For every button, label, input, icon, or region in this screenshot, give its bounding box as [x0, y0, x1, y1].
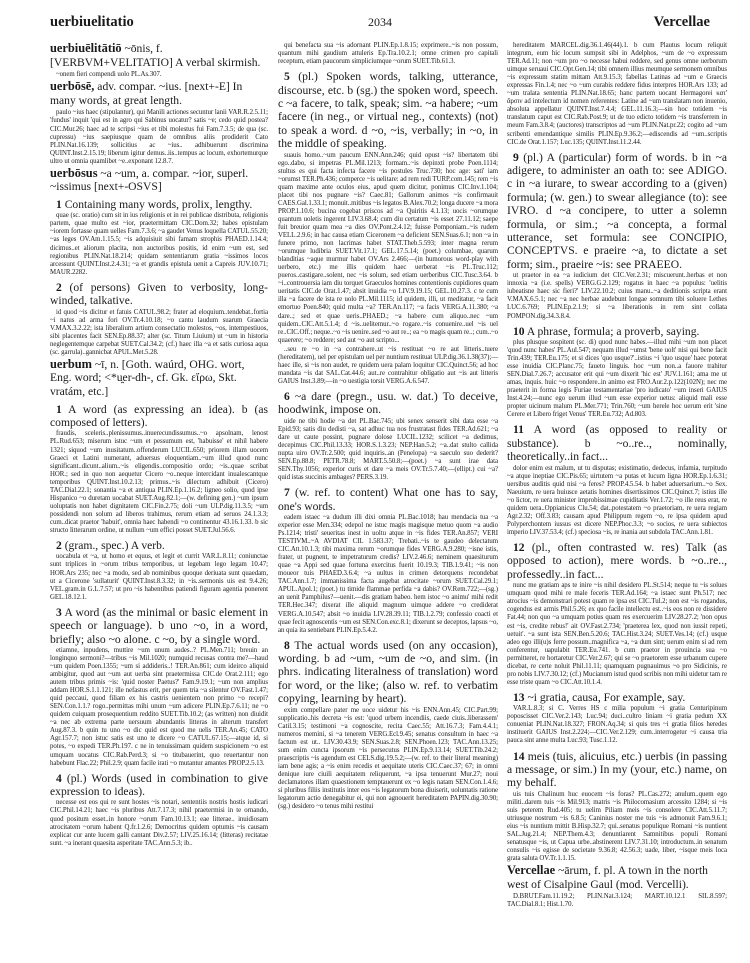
sense-text: (pl.) A (particular) form of words. b in ~a adigere, to administer an oath to: see ADIGO. c in ~a iurare, to swear according to a (given) formula; (w. gen.) to swear allegiance (to): see IVRO. d ~a concipere, to utter a solemn formula, or sim.; ~a concepta, a formal utterance, set formula: see CONCIPIO, CONCEPTVS. e praeire ~a, to dictate a set form; sim., praeire ~is: see PRAEEO. — [507, 150, 727, 271]
sense-number: 5 — [284, 70, 290, 84]
citation-block: suauis homo..~um paucum ENN.Ann.246; quid opust ~is? libertatem tibi ego..dabo, si impetras PL.Mil.1213; formam..~is depinxti probe Poen.1114; stultus es qui facta infecta facere ~is postules Truc.730; hoc age: sati' iam ~orumst TER.Ph.436; comperce ~is uelitare: ad rem redi TURP.com.145; rem ~is quam maxime ante oculos eius, apud quem dicitur, ponimus CIC.Inv.1.104; placet tibi nos pugnare ~is? Caec.81; Gallorum animos ~is confirmauit CAES.Gal.1.33.1; monuit..mitibus ~is legatos B.Alex.70.2; longa ducere ~a mora PROP.1.10.6; bucina cogebat priscos ad ~a Quiritis 4.1.13; uocis ~orumque quantum uoletis ingerent LIV.3.68.4; cum diu certatum ~is esset 27.11.12; saepe fuit breuior quam mea ~a dies OV.Pont.2.4.12; fuisse Pomponiam..~is rudem VELL.2.9.6; in hac causa etiam Ciceronem ~a deficient SEN.Suas.6.1; non ~a in funere primo, non lacrimas habet STAT.Theb.5.593; inter magna rerum ~orumque ludibria SUET.Vit.17.1; GEL.17.5.14; (poet.) columbae, quarum blanditias ~aque murmur habet OV.Ars 2.466;—(in humorous word-play with uerbero, etc.) me illis quidem haec uerberat ~is PL.Truc.112; pueros..castigare..solent, nec ~is solum, sed etiam uerberibus CIC.Tusc.3.64. b ~i..controuersia iam diu torquet Graeculos homines contentionis cupidiores quam ueritatis CIC.de Orat.1.47; absit inuidia ~o LIV.9.19.15; GEL.10.27.3. c te cum illa ~a facere de ista re uolo PL.Mil.1115; id quidem, illi, ut meditatur, ~a facit emortuo Poen.840; quid multa ~a? TER.An.117; ~a facis VERG.A.11.380; ~a dare..; sed et quae ueris..PHAED.; ~a habere cum aliquo..nec ~um quidem..CIC.Att.5.1.4; d ~is..uelitemur..~o rogare..~is conuenire..uel ~is uel re..CIC.Off.; neque..~o ~is uenire..sed ~o aut re..; ea ~o magis quam re..; cum..~o quaerere; ~o reddere; sed aut ~o aut scripto... — [278, 151, 499, 344]
sense-text: Containing many words, prolix, lengthy. — [61, 197, 253, 211]
running-head — [50, 14, 710, 32]
citation-block: exim compellare pater me uoce uidetur his ~is ENN.Ann.45; CIC.Part.99; supplicatio..his decreta ~is est: 'quod urbem incendiis, caede ciuis..liberassem' Catil.3.15; testimoni ~a cognoscite, recita Caec.55; Att.16.7.3; Fam.4.4.1; numeros memini, si ~a tenerem VERG.Ecl.9.45; senatus consultum in haec ~a factum est ut.. LIV.30.43.9; SEN.Suas.2.8; SEN.Phoen.123; TAC.Ann.13.25; sum enim cuncta ipsorum ~is persecutus PLIN.Ep.9.13.14; SUET.Tib.24.2; praescriptis ~is agendum est CELS.dig.19.5.2;—(w. ref. to their literal meaning) iam bene agis; a ~is enim recedis et aequitate uteris CIC.Caec.37; 67; in omni denique iure ciuili aequitatem reliquerunt, ~a ipsa tenuerunt Mur.27; noui declamatores illam quaestionem temptauerunt ex ~o legis natam SEN.Con.1.4.6; si pluribus filiis institutis inter eos ~is legatorum bona diuiserit, uoluntatis ratione legatorum actio denegabitur ei, qui non agnouerit hereditatem PAPIN.dig.30.90; (sg.) desidero ~o tenus mihi restitui — [278, 706, 498, 811]
citation-block: ..seu re ~o in ~a contrahere..ut ~is restituat ~o re aut litteris..tuere (hereditatem), uel per epistulam uel per nuntium restituat ULP.dig.36.1.38(37);—haec ille, si ~is non audet, re quidem uera palam loquitur CIC.Quinct.56; ad hoc mandata ~is dat SAL.Cat.44.6; aut..re contrahitur obligatio aut ~is aut litteris GAIUS Inst.3.89;—in ~o uestigia torsit VERG.A.6.547. — [278, 345, 498, 385]
sense-number: 14 — [513, 749, 525, 763]
entry-headword-line — [50, 42, 268, 69]
sense-definition — [50, 198, 268, 211]
citation-block: ut praetor in ea ~a iudicium det CIC.Ver.2.31; miscuerunt..herbas et non innoxia ~a (i.e. spells) VERG.G.2.129; rogatus in haec ~a populus: 'uelitis iubeatisne haec sic fieri?' LIV.22.10.2; cuius manu..~a deditionis scripta erant V.MAX.6.5.1; nec ~a nec herbae audebunt longae somnum tibi soluere Lethes LUC.6.769; PLIN.Ep.2.1.9; si ~a liberationis in rem sint collata POMPON.dig.34.3.8.4. — [507, 272, 727, 320]
sense-text: ~i gratia, causa, For example, say. — [524, 690, 686, 704]
sense-number: 7 — [284, 486, 290, 500]
sense-definition — [278, 639, 498, 706]
sense-text: (of persons) Given to verbosity, long-winded, talkative. — [50, 280, 268, 308]
sense-definition — [507, 691, 727, 704]
sense-definition — [50, 281, 268, 308]
sense-text: (gram., spec.) A verb. — [61, 539, 165, 553]
sense-definition — [278, 486, 498, 513]
citation-block: uide ne tibi hodie ~a det PL.Bac.745; ubi senex senserit sibi data esse ~a Epid.93; satis diu dedisti ~a, sat adhuc tua nos frustratast fides TER.Ad.621; ~a dare ut caute possint, pugnare dolose LUCIL.1232; scilicet ~a dedimus, decepimus CIC.Phil.13.33; HOR.S.1.3.23; NEP.Han.5.2; ~a..dat stulto callida nupta uiro OV.Tr.2.500; quid inquiris..an (Penelopa) ~a saeculo suo dederit? SEN.Ep.88.8; PETR.78.8; MART.5.50.8;—(poet.) ~a sunt irae data SEN.Thy.1056; experior curis et dare ~a meis OV.Tr.5.7.40;—(ellipt.) cui ~a? quid istas succinis ambages? PERS.3.19. — [278, 417, 498, 482]
column-middle — [278, 42, 498, 812]
sense-number: 2 — [56, 280, 62, 294]
sense-text: A word (as expressing an idea). b (as composed of letters). — [50, 402, 268, 429]
sense-number: 3 — [56, 605, 62, 619]
entry-headword-line — [507, 864, 727, 891]
sense-number: 10 — [513, 324, 525, 338]
citation-block: D.BRUT.Fam.11.19.2; PLIN.Nat.3.124; MART.10.12.1 SIL.8.597; TAC.Dial.8.1; Hist.1.70. — [507, 893, 727, 909]
sense-number: 12 — [513, 541, 525, 555]
headword: uerbōsē, — [50, 79, 95, 94]
citation-block: ~onem fieri compendi uolo PL.As.307. — [56, 71, 162, 79]
citation-block: uocabula et ~a, ut homo et equus, et legit et currit VAR.L.8.11; coniunctae sunt triplices in ~orum tribus temporibus, ut legebam lego legam 10.47; HOR.Ars 235; nec ~a modo, sed ab nominibus quoque deriuata sunt quaedam, ut a Cicerone 'sullaturit' QUINT.Inst.8.3.32; in ~is..sermonis uis est 9.4.26; VEL.gram.in G.L.7.57; ut pro ~is habentibus patiendi figuram agentia ponerent GEL.18.12.1. — [50, 553, 268, 601]
sense-number: 4 — [56, 771, 62, 785]
entry-definition: ~ārum, f. pl. A town in the north west of Cisalpine Gaul (mod. Vercelli). — [507, 864, 708, 891]
first-headword: uerbiuelitatio — [50, 14, 134, 30]
sense-number: 8 — [284, 638, 290, 652]
sense-text: (pl., often contrasted w. res) Talk (as opposed to action), mere words. b ~o..re.., professedly..in fact... — [507, 541, 727, 581]
citation-block: etiamne, inpudens, muttire ~um unum audes..? PL.Men.711; breuin an longinquo sermoni?—tribus ~is Mil.1020; numquid recusas contra me?—haud ~um quidem Poen.1355; ~um si addideris..! TER.An.861; cum ideirco aliquid ambigitur, quod aut ~um aut uerba sint praetermissa CIC.de Orat.2.111; ego autem tribus primis ~is: 'quid noster Paetus?' Fam.9.19.1; ~um non amplius addam HOR.S.1.1.121; ille nefastus erit, per quem tria ~a silentur OV.Fast.1.47; quid peccaui, quod filiam ex his castris uenientem non primo ~o recepi? SEN.Con.1.1.? rogo..permittas mihi unum ~um adicere PLIN.Ep.7.6.11; ne ~o quidem cuiquam prosequentium reddito SUET.Tib.10.2; (as written) non diuidit ~a nec ab extrema parte uersuum abundantis litteras in alterum transfert Aug.87.3. b quin tu uno ~o dic quid est quod me uelis TER.An.45; CATO Agr.157.7; non istuc satis est uno te dicere ~o CATUL.67.15;—atque id, si potes, ~o expedi TER.Ph.197. c ne in tenuissimam quidem suspicionem ~o est umquam uocatus CIC.Rab.Perd.3; si ~o titubauerint, quo reuertantur non habebunt Flac.22; Phil.2.9; quam facile irati ~o mutantur amantes PROP.2.5.13. — [50, 646, 268, 767]
entry-definition: ~ōnis, f. [VERBVM+VELITATIO] A verbal skirmish. — [50, 42, 261, 69]
sense-number: 9 — [513, 150, 519, 164]
citation-block: VAR.L.8.3; si C. Verres HS c milia populum ~i gratia Centuripinum poposcisset CIC.Ver.2.143; Luc.94; duci..cultro liniam ~i gratia pedum XX conueniat PLIN.Nat.18.327; FRON.Aq.34; si quis tres ~i gratia filios heredes instituerit GAIUS Inst.2.224;—CIC.Ver.2.129; cum..interrogetur ~i causa tria pauca sint anne multa Luc.93; Tusc.1.12. — [507, 705, 727, 745]
sense-number: 2 — [56, 539, 62, 553]
sense-text: (w. ref. to content) What one has to say, one's words. — [278, 486, 498, 513]
column-right — [507, 42, 727, 910]
entry-definition: adv. compar. ~ius. [next+-E] In many words, at great length. — [50, 80, 243, 107]
headword: Vercellae — [507, 863, 556, 878]
sense-number: 13 — [513, 690, 525, 704]
sense-definition — [50, 403, 268, 430]
citation-block: dolor enim est malum, ut tu disputas; existimatio, dedecus, infamia, turpitudo ~a atque ineptiae CIC.Pis.65; uirtutem ~a putas et lucum ligna HOR.Ep.1.6.31; uersibus auditis quid nisi ~a feres? PROP.4.5.54. b habet aduersarium..~o Sex. Naeuium, re uera huiusce aetatis homines disertissimos CIC.Quinct.7; istius ille ~o lictor, re uera minister improbissimae cupiditatis Ver.1.72; ~o ille reus erat, re quidem uera..Oppianicus Clu.54; dat..potestatem ~o praetoriam, re uera regiam Agr.2.32; Off.3.83; causam apud Philippum regem ~o, re ipsa quidem apud Polyperchontem iussus est dicere NEP.Phoc.3.3; ~o socios, re uera subiectos imperio LIV.37.53.4; (cf.) speciosa ~is, re inania aut subdola TAC.Ann.1.81. — [507, 464, 727, 537]
entry-headword-line — [50, 80, 268, 107]
citation-block: paulo ~ius haec (stipulantur), qui Manili actiones secuntur lanii VAR.R.2.5.11; 'fundus' inquit 'qui est in agro qui Sabinus uocatur? satis ~e; cedo quid postea? CIC.Mur.26; haec ad te scripsi ~ius et tibi molestus fui Fam.7.3.5; de qua (sc. cupressu) ~ius saepiusque quam de omnibus aliis prodiderit Cato PLIN.Nat.16.139; sollicitius ac ~ius.. adhibuerunt discrimina QUINT.Inst.2.15.19; liberum igitur demus..iis..tempus ac locum, exhortemurque ultro ut omnia quamlibet ~e..exponant 12.8.7. — [50, 109, 268, 165]
sense-text: (pl.) Words (used in combination to give expression to ideas). — [50, 771, 268, 799]
sense-definition — [507, 423, 727, 463]
sense-definition — [50, 606, 268, 646]
sense-text: The actual words used (on any occasion), wording. b ad ~um, ~um de ~o, and sim. (in phrs. indicating literalness of translation) word for word, or the like; (also w. ref. to verbatim copying, learning by heart). — [278, 638, 498, 706]
entry-headword-line — [50, 167, 268, 194]
last-headword: Vercellae — [653, 14, 710, 30]
sense-text: meis (tuis, alicuius, etc.) uerbis (in passing a message, or sim.) In my (your, etc.) name, on my behalf. — [507, 749, 727, 790]
citation-block: eadem istaec ~a dudum illi dixi omnia PL.Bac.1018; hau mendacia tua ~a experior esse Men.334; edepol ne istuc magis magisque metuo quom ~a audio Ps.1214; tristi' seueritas inest in uoltu atque in ~is fides TER.An.857; VERI TESTIVM..~A AVDIAT CIL 1.583.37; Trebati..~is te gaudeo delectatum CIC.Att.10.1.3; tibi maxima rerum ~orumque fides VERG.A.9.280; ~isne istis, frater, ut pugnent, te impetraturum credis? LIV.2.46.6; neminem quaesiturum quae ~a Appi sed quae fortuna exercitus fuerit 10.19.3; TIB.1.9.41; ~is non moueor tuis PHAED.3.6.4; ~a uultus in crimen detorquens recondebat TAC.Ann.1.7; immanissima facta augebat atrocitate ~orum SUET.Cal.29.1; APUL.Apol.1; (poet.) tu timide flammae perfida ~a dabis? OV.Rem.722;—(sg.) an uenit Pamphilus?—uenit.—dis gratiam habeo. hem istoc ~o animu' mihi redit TER.Hec.347; dixerat ille aliquid magnum uimque addere ~o crediderat VERG.A.10.547; absit ~o inuidia LIV.28.39.11; TIB.1.2.79; confessio coacti et quae fecit agnoscentis ~um est SEN.Con.exc.8.1; dixerunt se deceptos, lapsus ~o, an quia ita sentiebant PLIN.Ep.5.4.2. — [278, 513, 498, 634]
sense-text: ~a dare (pregn., usu. w. dat.) To deceive, hoodwink, impose on. — [278, 389, 498, 417]
sense-number: 11 — [513, 423, 524, 437]
sense-number: 6 — [284, 389, 290, 403]
sense-number: 1 — [56, 402, 62, 416]
citation-block: plus plusque sospitent (sc. di) quod nunc habes.—illud mihi ~um non placet 'quod nunc habes' PL.Aul.547; nequam illud ~umst 'bene uolt' nisi qui bene facit Trin.439; TER.Eu.175; et si dices 'quo usque?'..istius ~i 'quo usque' haec poterat esse inuidia CIC.Planc.75; faueto linguis. hoc ~um non..a fauore trahitur SEN.Dial.7.26.7; accusator erit qui ~um dixerit 'hic est' JUV.1.161; ama me ut amas, inquis. huic ~o respondere..in animo est FRO.Aur.2.p.122(102N); nec me praeterit in forma legis Furiae testamentariae 'pro iudicato' ~um inseri GAIUS Inst.4.24;—nunc ego uerum illud ~um esse experior uetus: aliquid mali esse propter uicinum malum PL.Mer.771; Trin.760; ~um herele hoc uerum erit 'sine Cerere et Libero friget Venus' TER.Eu.732; Ad.803. — [507, 338, 727, 419]
sense-definition — [507, 325, 727, 338]
sense-definition — [507, 151, 727, 272]
entry-definition: ~ī, n. [Goth. waúrd, OHG. wort, Eng. word; <*u̯er-dh-, cf. Gk. εἴρω, Skt. vratám, etc.] — [50, 357, 245, 398]
citation-block: quae (sc. oratio) cum sit in ius religionis et in rei publicae distributa, religionis partem, quae multo est ~ior, praetermittam CIC.Dom.32; habes epistulam ~iorem fortasse quam uelles Fam.7.3.6; ~a gaudet Venus loquella CATUL.55.20; ~as leges OV.Am.1.15.5; ~is adquisiuit sibi famam strophis PHAED.1.14.4; dicimus..et aliorum placita, non auctoribus positis, id enim ~um est, sed regionibus PLIN.Nat.18.214; quidam sententiarum gratia ~issimos locos arcessunt QUINT.Inst.2.4.31; ~a et grandis epistula uenit a Capreis JUV.10.71; MAUR.2282. — [50, 212, 268, 276]
sense-text: A word (as opposed to reality or substance). b ~o..re.., nominally, theoretically..in fact... — [507, 423, 727, 464]
sense-definition — [278, 70, 498, 150]
sense-definition — [278, 390, 498, 417]
sense-text: A phrase, formula; a proverb, saying. — [524, 324, 700, 338]
entry-headword-line — [50, 358, 268, 399]
headword: uerbum — [50, 356, 92, 371]
sense-definition — [507, 750, 727, 790]
citation-block: necesse est eos qui re sunt hostes ~is notari, sententiis nostris hostis iudicari CIC.Phil.14.21; haec ~is pluribus Att.7.17.3; nihil praetermisi in te ornando, quod positum esset..in honore ~orum Fam.10.13.1; eae litterae.. inuidiosam atrocitatem ~orum habent Q.fr.1.2.6; Democritus quidem optumis ~is causam explicat cur ante lucem galli cantant Div.2.57; LIV.25.16.14; (litteras) recitatae sunt. ~a inerant quaesita asperitate TAC.Ann.5.3; ib.. — [50, 799, 268, 847]
entry-definition: ~a ~um, a. compar. ~ior, superl. ~issimus [next+-OSVS] — [50, 166, 249, 194]
sense-text: (pl.) Spoken words, talking, utterance, discourse, etc. b (sg.) the spoken word, speech. c ~a facere, to talk, speak; sim. ~a habere; ~um facere (in neg., or virtual neg., contexts) (not) to speak a word. d ~o, ~is, verbally; in ~o, in the middle of speaking. — [278, 70, 498, 151]
citation-block: id quod ~is dicitur et fatuis CATUL.98.2; frater ad eloquium..tendebat..fortia ~i natus ad arma fori OV.Tr.4.10.18; ~o cantu laudum suarum Graecia V.MAX.3.2.22; ista liberalium artium consectatio molestos, ~os, intempestiuos, sibi placentes facit SEN.Ep.88.37; alter (sc. Titum Liuium) ut ~um in historia neglegentemque carpebat SUET.Cal.34.2; (cf.) haec illa ~a et satis curiosa aqua (sc. garrula)..gannicbat APUL.Met.5.28. — [50, 308, 268, 356]
headword: uerbiuēlitātiō — [50, 41, 122, 55]
citation-block: hereditatem MARCEL.dig.36.1.46(44).1. b cum Plautus locum reliquit integrum, eum hic locum sumpsit sibi in Adelphos, ~um de ~o expressum TER.Ad.11; non ~um pro ~o necesse habui reddere, sed genus omne uerborum uimque seruaui CIC.Opt.Gen.14; tibi omnem illius meumque sermonem omnibus ~is expressum statim mittam Att.9.15.3; fabellas Latinas ad ~um e Graecis expressas Fin.1.4; nec ~o ~um curabis reddere fidus interpres HOR.Ars 133; ad ~um tralata sententia PLIN.Nat.18.65; hanc partem uocant Hermagorei κατ' ἄρσιν ad intelectum id nomen referentes: Latine ad ~um translatam non inuenio, absoluta appellatur QUINT.Inst.7.4.4; GEL.11.16.3;—sin hoc totidem ~is translatum caput est CIC.Rab.Post.9; ut de tuo edicto totidem ~is transferrem in meum Fam.3.8.4; (auctores) transcriptos ad ~um PLIN.Nat.pr.22; cogito ad ~um scribenti emendantique similis PLIN.Ep.9.36.2;—ediscendis ad ~um..scriptis CIC.de Orat.1.157; Luc.135; QUINT.Inst.11.2.44. — [507, 42, 727, 146]
page-number: 2034 — [368, 15, 392, 29]
citation-block: qui benefacta sua ~is adornant PLIN.Ep.1.8.15; exprimere..~is non possum, quantum mihi gaudium attuleris Ep.Tra.10.2.1; omne crimen pro capitali receptum, etiam paucorum simpliciumque ~orum SUET.Tib.61.3. — [278, 42, 498, 66]
citation-block: nunc me gratiam aps te inire ~is nihil desidero PL.St.514; neque tu ~is solues umquam quod mihi re male feceris TER.Ad.164; ~a istaec sunt Ph.517; nec atrocius ~is demonstrari potest quam re ipsa est CIC.Tul.2; non est ~is rogandus, cogendus est armis Phil.5.26; ex quo facile intellectu est..~is eos non re dissidere Fat.44; non quo ~a umquam potius quam res exercuerim LIV.28.27.2; 'non opus est ~is, credite rebus!' ait OV.Fast.2.734; 'praeterea lex, quod non iussit repeti, uetuit'. ~a sunt ista SEN.Ben.5.20.6; TAC.Hist.3.24; SUET.Ves.14; (cf.) usque adeo ego illi(u)s ferre possum..magnifica ~a, ~a dum sint; uerum enim si ad rem conferentur, uapulabit TER.Eu.741. b cum praetor in prouincia sua ~o permitteret, re hortaretur CIC.Ver.2.67; qui se ~o praetorem esse urbanum cupere dicebat, re certe noluit Phil.11.11; quamquam pugnauimus ~o pro Sidicinis, re pro nobis LIV.7.30.12; (cf.) Mucianum istud quod scribis non mihi uidetur tam re esse triste quam ~o CIC.Att.10.1.4. — [507, 582, 727, 686]
citation-block: fraudis, sceleris..plenissumus..inuerecundissumus..~o apsolnam, lenost PL.Rud.653; miserum istuc ~um et pessumum est, 'habuisse' et nihil habere 1321; siquod ~um inusitatum..offenderum LUCIL.650; priorem illam uocem Graeci et Latini numerant, aduersus eloquentiam..~um illud quod nunc significant..dicunt..alium..~is eligendis..compositio ordo; ~is..quae scribat HOR.; sed in quo non aequetur Cicero ~o..neque intercidant inualescantque temporibus QUINT.Inst.10.2.13; primus..~is dilectum adhibuit (Cicero) TAC.Dial.22.1; sonantia ~a et antiqua PLIN.Ep.1.16.2; ligneo solio, quod ipse Hispanico ~o duretam uocabat SUET.Aug.82.1;—(w. defining gen.) ~um ipsum uoluptatis non habet dignitatem CIC.Fin.2.75; doli ~um ULP.dig.11.3.5; ~um possidendi non solum ad liberos trahimus, rerum etiam ad seruos 24.1.3.3; cum..dicat praetor 'habuit', omnia haec habendi ~o continentur 43.16.1.33. b sic structo litterarum ordine, ut nullum ~um effici posset SUET.Jul.56.6. — [50, 430, 268, 534]
sense-number: 1 — [56, 197, 62, 211]
sense-definition — [507, 541, 727, 581]
sense-definition — [50, 539, 268, 552]
sense-definition — [50, 772, 268, 799]
sense-text: A word (as the minimal or basic element in speech or language). b uno ~o, in a word, briefly; also ~o alone. c ~o, by a single word. — [50, 605, 268, 646]
headword: uerbōsus — [50, 165, 98, 180]
citation-block: uis tuis Chalinum huc euocem ~is foras? PL.Cas.272; anulum..quem ego militi..darem tuis ~is Mil.913; matris ~is Philocomasium arcessito 1284; si ~is suis peterem Rud.405; tu uelim Piliam meis ~is consolere CIC.Att.5.11.7; utriusque nostrum ~is 6.8.5; Caninius noster me tuis ~is admonuit Fam.9.6.1; eius ~is nuntium mittit B.Hisp.32.7; qui..senatus populique Romani ~is nuntient SAL.Jug.21.4; NEP.Them.4.3; denuntiarent Samnitibus populi Romani senatusque ~is, ut Capua urbe..abstinerent LIV.7.31.10; introductum..in senatum consulis ~is egisse de societate 9.36.8; 42.56.3; uade, liber, ~isque meis loca grata saluta OV.Tr.1.1.15. — [507, 790, 727, 863]
column-left — [50, 42, 268, 849]
